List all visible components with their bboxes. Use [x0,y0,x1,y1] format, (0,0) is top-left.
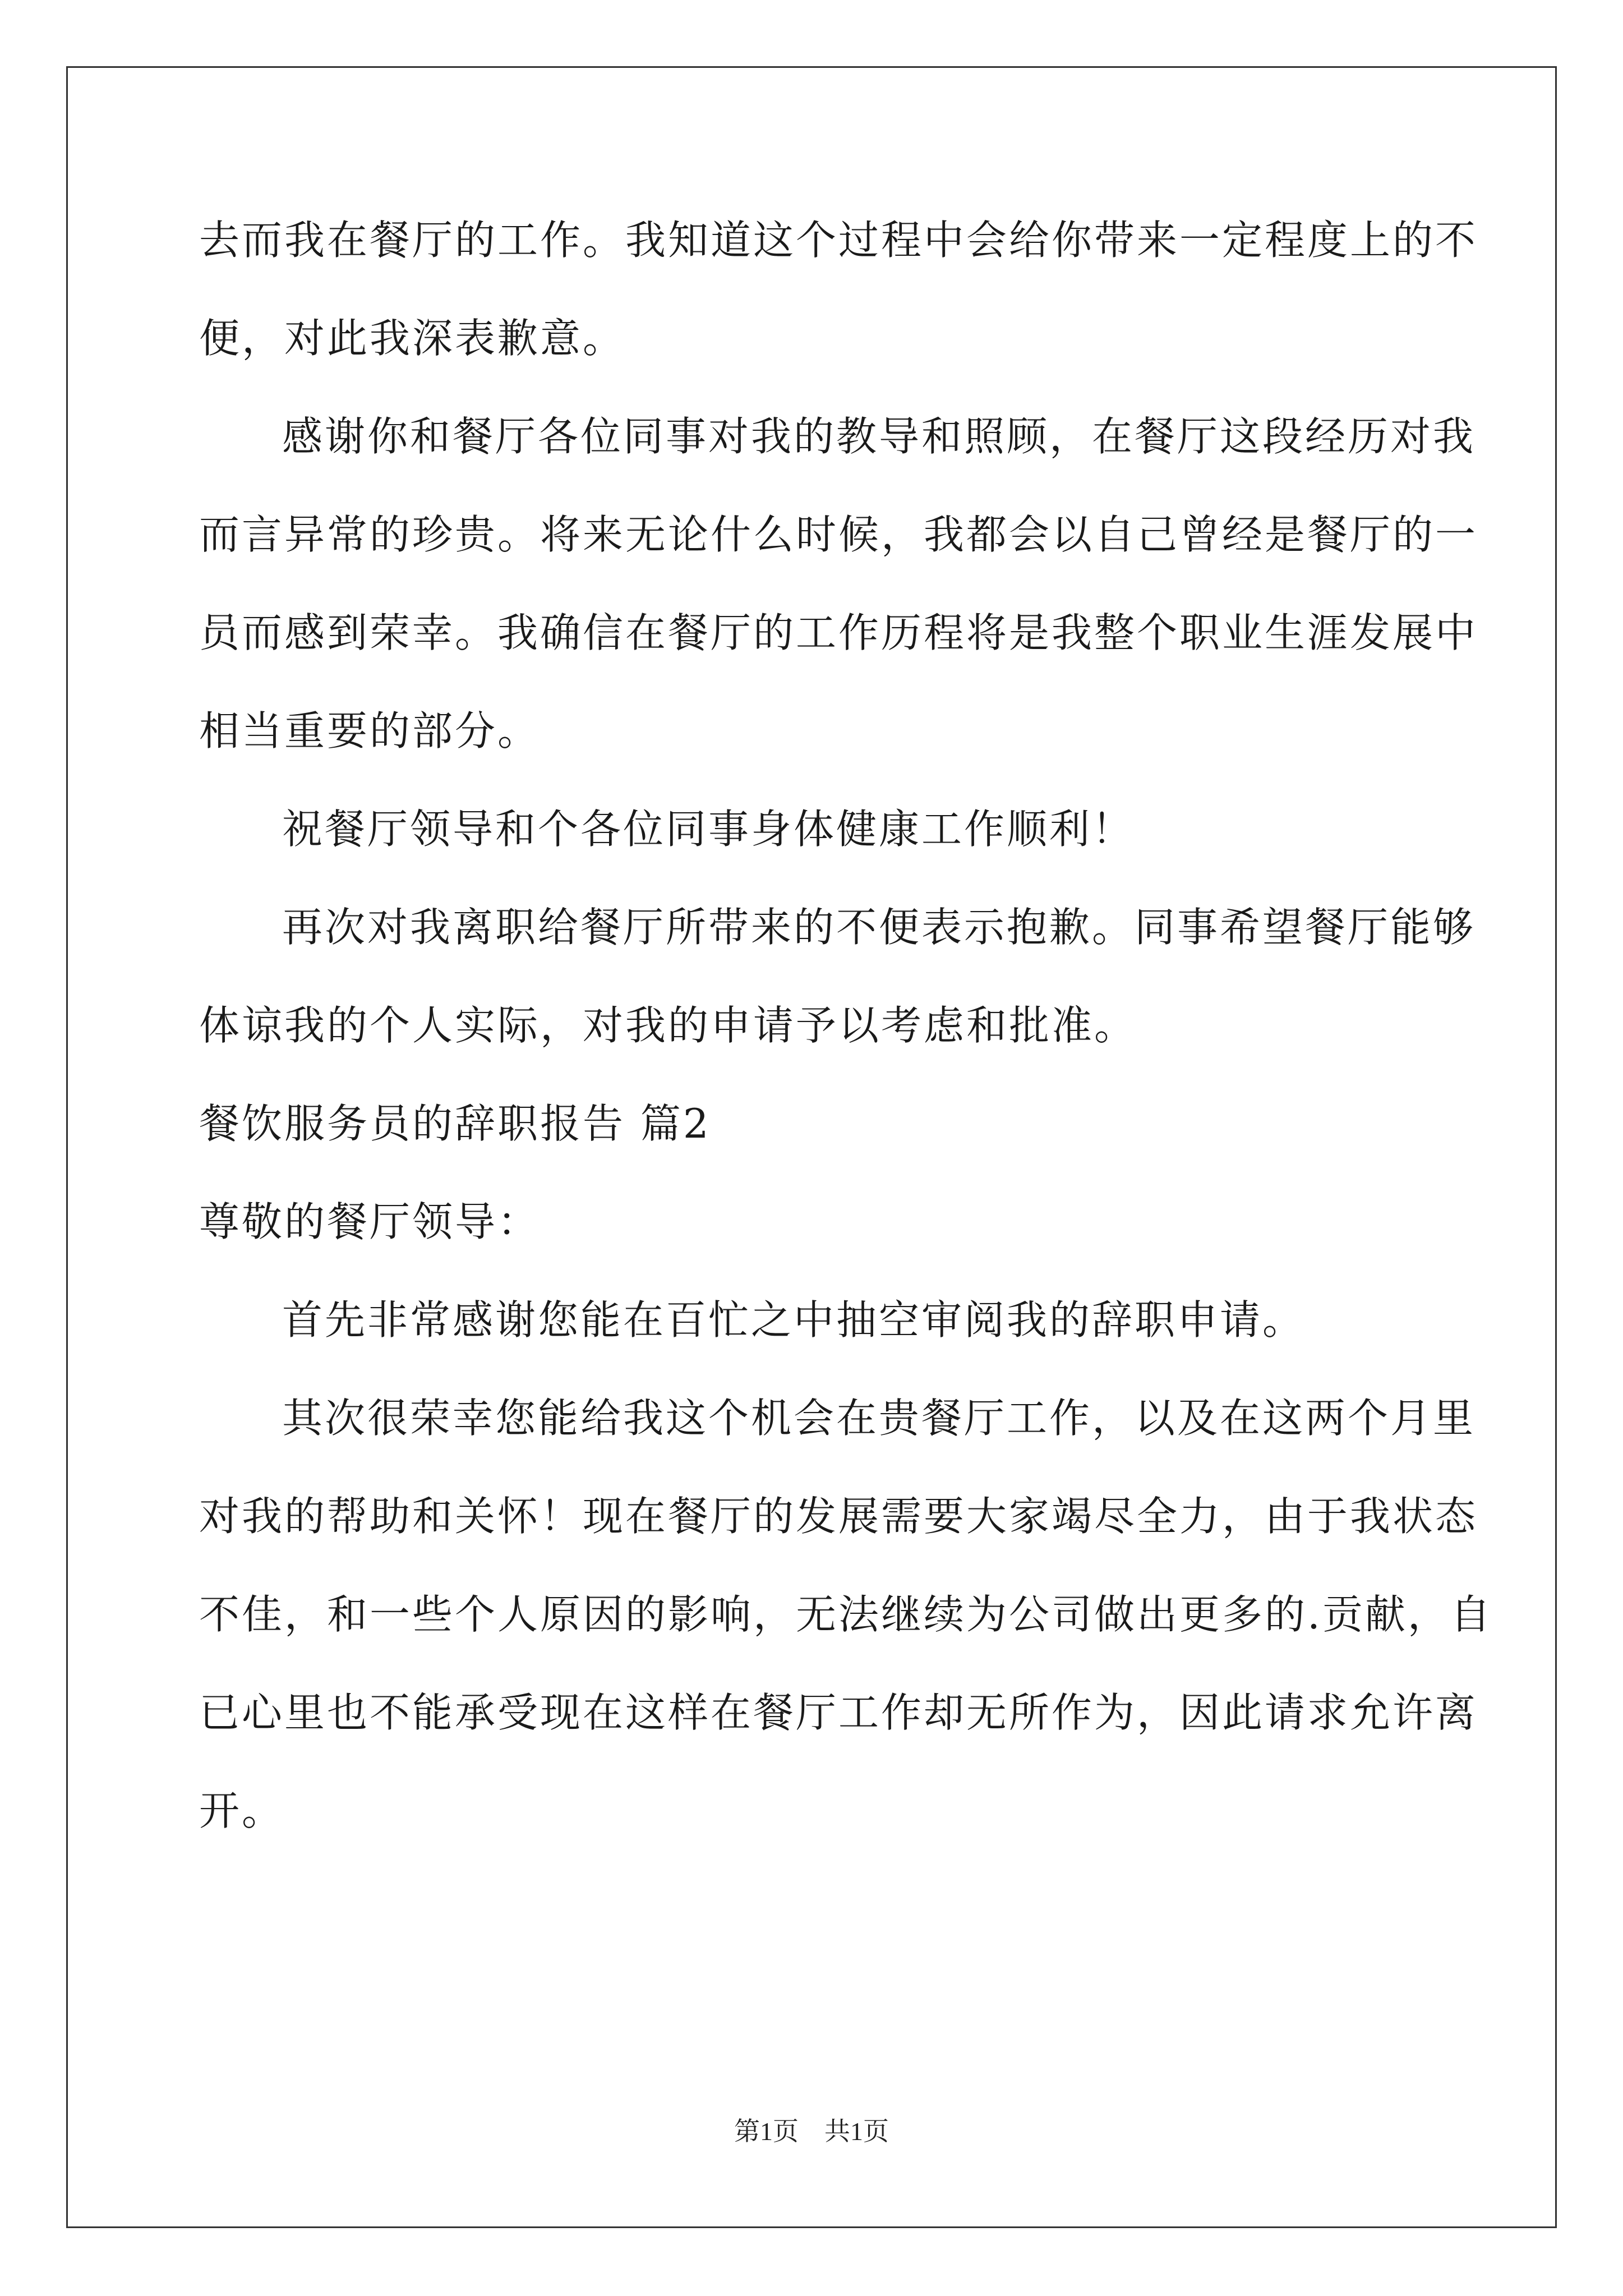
text-line-15: 不佳，和一些个人原因的影响，无法继续为公司做出更多的.贡献，自 [199,1591,1493,1638]
text-line-2: 便，对此我深表歉意。 [199,315,626,362]
text-line-9: 体谅我的个人实际，对我的申请予以考虑和批准。 [199,1002,1137,1049]
text-line-14: 对我的帮助和关怀！现在餐厅的发展需要大家竭尽全力，由于我状态 [199,1493,1478,1540]
text-line-16: 已心里也不能承受现在这样在餐厅工作却无所作为，因此请求允许离 [199,1689,1478,1736]
section-heading: 餐饮服务员的辞职报告 篇2 [199,1100,711,1147]
text-line-13: 其次很荣幸您能给我这个机会在贵餐厅工作，以及在这两个月里 [282,1395,1476,1442]
text-line-5: 员而感到荣幸。我确信在餐厅的工作历程将是我整个职业生涯发展中 [199,609,1478,656]
text-line-3: 感谢你和餐厅各位同事对我的教导和照顾，在餐厅这段经历对我 [282,413,1476,460]
page-number-footer: 第1页 共1页 [734,2117,889,2146]
text-line-7: 祝餐厅领导和个各位同事身体健康工作顺利！ [282,806,1135,853]
text-line-8: 再次对我离职给餐厅所带来的不便表示抱歉。同事希望餐厅能够 [282,904,1476,951]
text-line-17: 开。 [199,1787,285,1834]
text-line-4: 而言异常的珍贵。将来无论什么时候，我都会以自己曾经是餐厅的一 [199,511,1478,558]
salutation: 尊敬的餐厅领导： [199,1198,541,1245]
text-line-6: 相当重要的部分。 [199,707,541,754]
text-line-12: 首先非常感谢您能在百忙之中抽空审阅我的辞职申请。 [282,1296,1306,1343]
text-line-1: 去而我在餐厅的工作。我知道这个过程中会给你带来一定程度上的不 [199,217,1478,264]
